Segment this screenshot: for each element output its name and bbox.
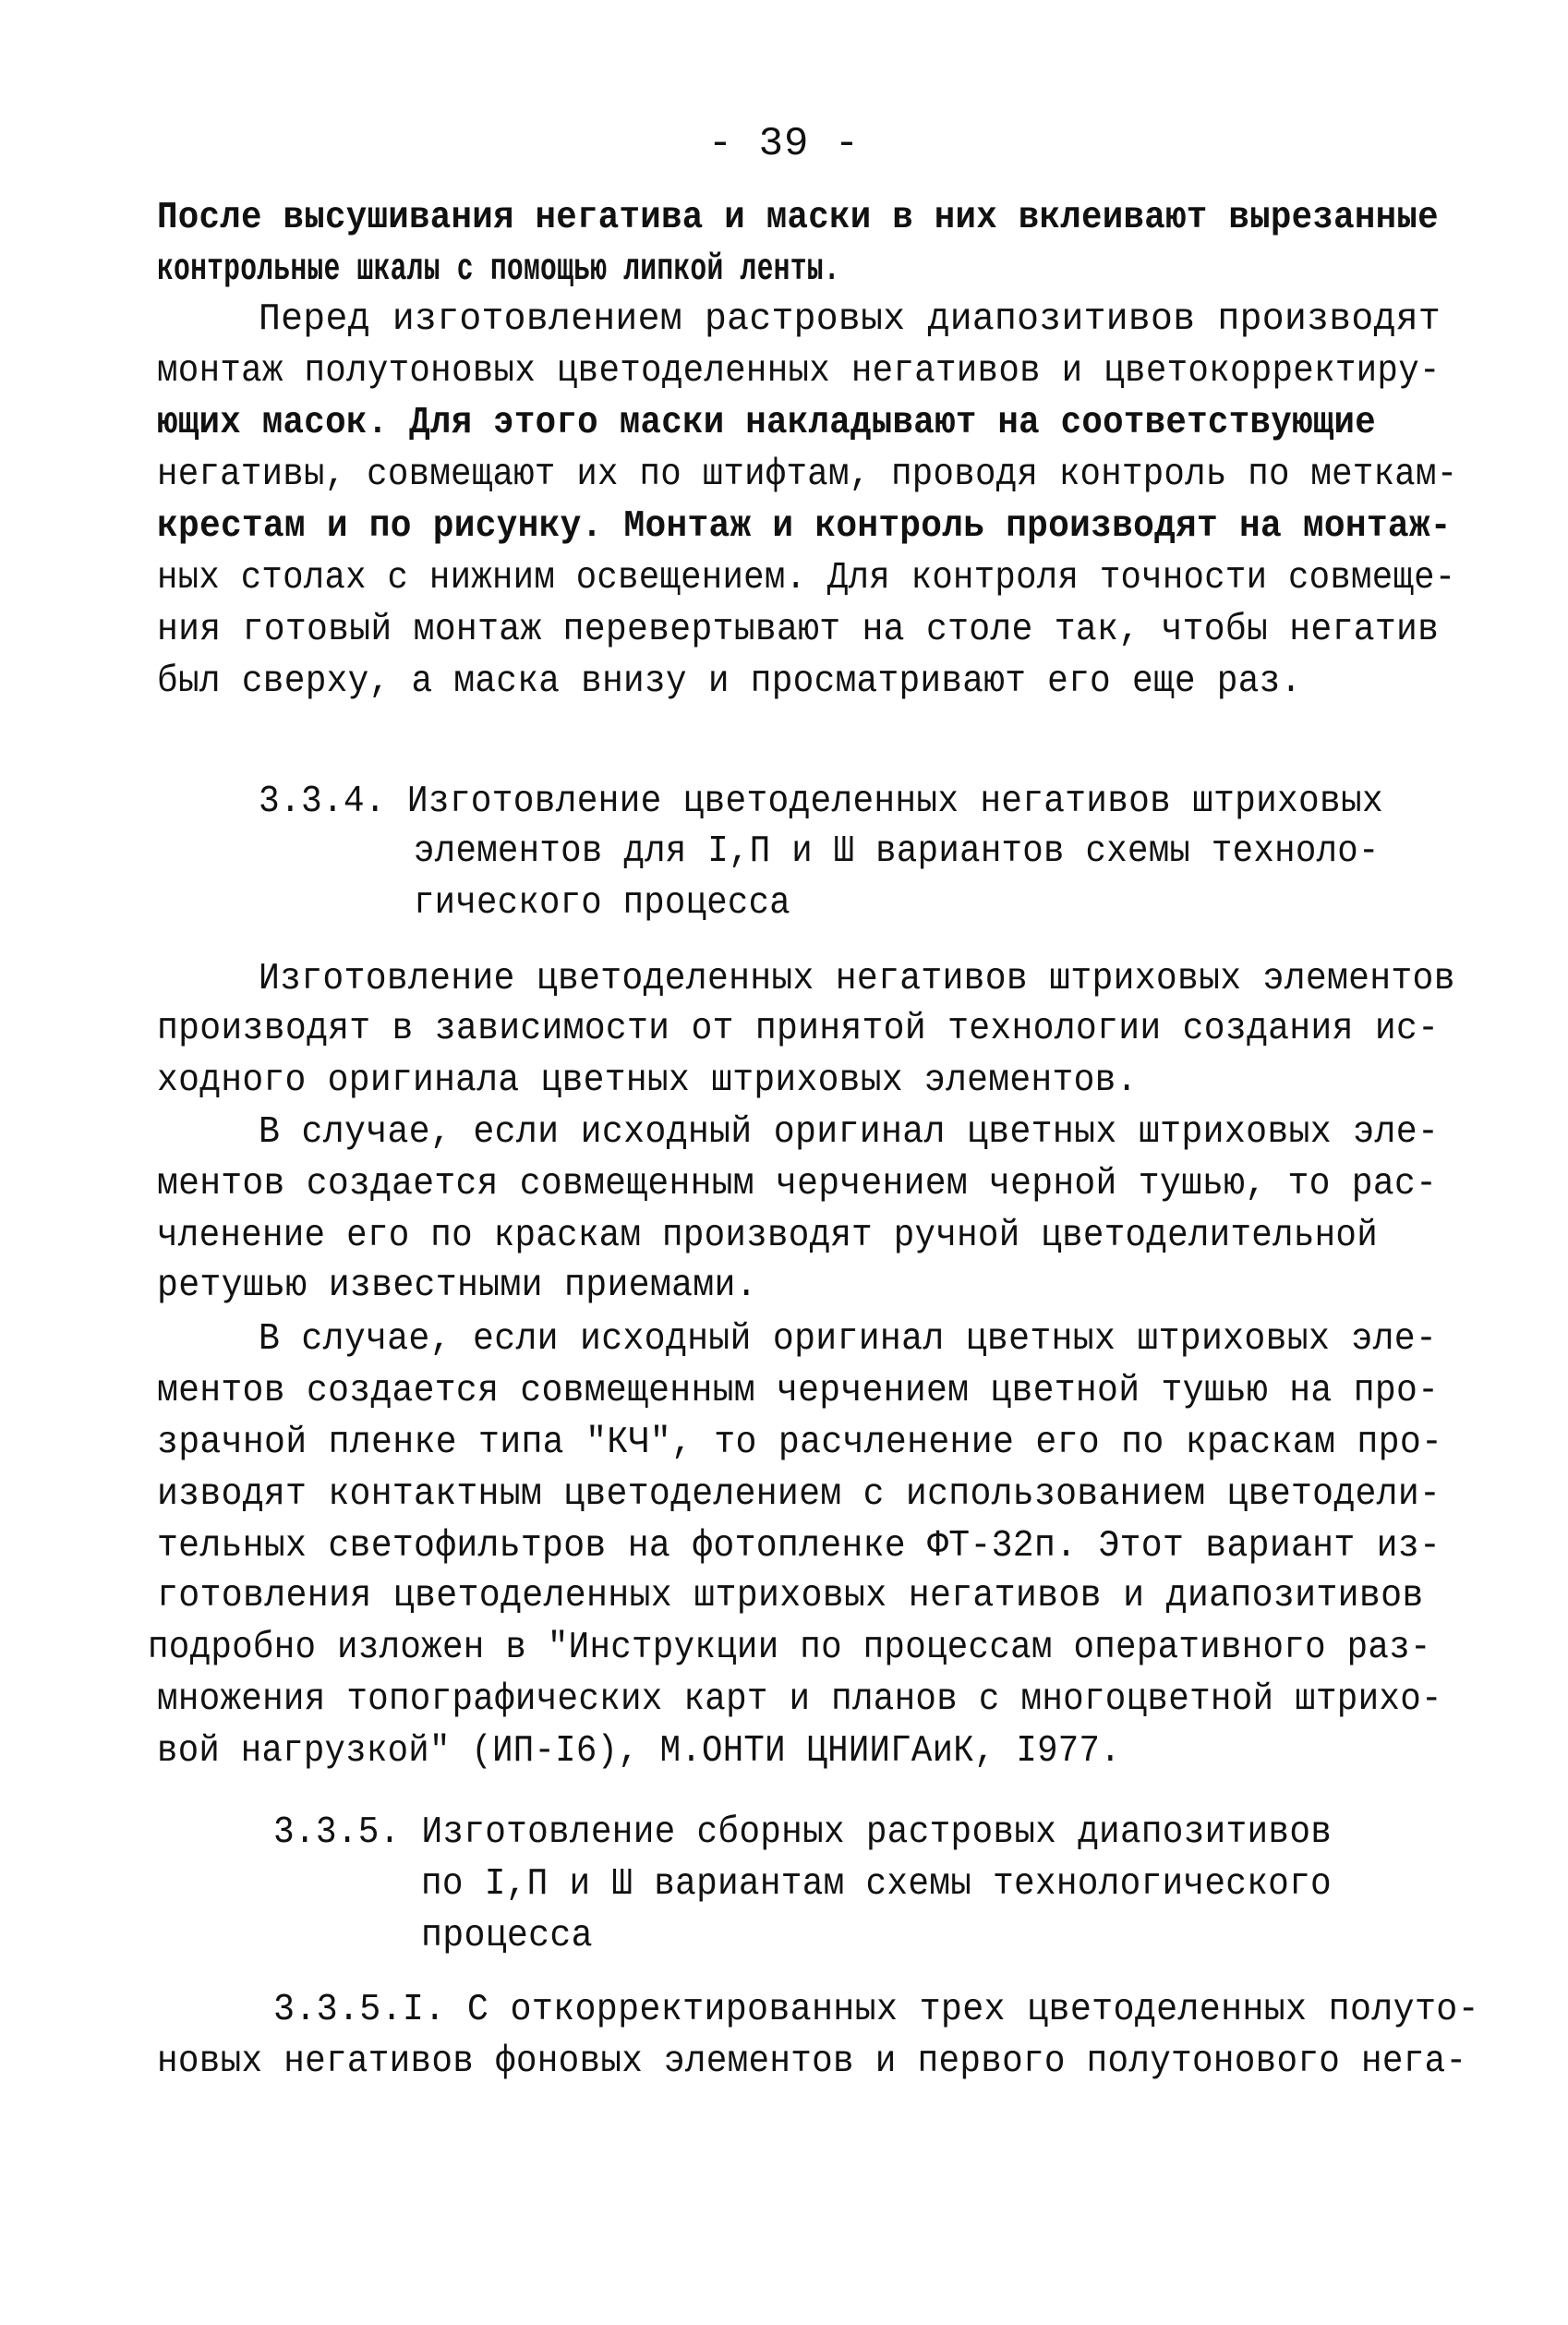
section-heading-line: гического процесса [414, 882, 790, 925]
section-heading-line: 3.3.5. Изготовление сборных растровых диапозитивов [273, 1811, 1333, 1854]
page-number: - 39 - [707, 121, 861, 167]
paragraph-line: подробно изложен в "Инструкции по процессам оперативного раз- [148, 1627, 1431, 1669]
paragraph-line: ретушью известными приемами. [157, 1265, 757, 1307]
paragraph-line: готовления цветоделенных штриховых негативов и диапозитивов [157, 1575, 1424, 1617]
paragraph-line: вой нагрузкой" (ИП-I6), М.ОНТИ ЦНИИГАиК, I977. [157, 1730, 1121, 1773]
paragraph-line: контрольные шкалы с помощью липкой ленты. [157, 248, 840, 291]
paragraph-line: В случае, если исходный оригинал цветных штриховых эле- [259, 1318, 1438, 1361]
paragraph-line: был сверху, а маска внизу и просматривают его еще раз. [157, 660, 1302, 703]
paragraph-line: новых негативов фоновых элементов и первого полутонового нега- [157, 2040, 1467, 2083]
paragraph-line: членение его по краскам производят ручной цветоделительной [157, 1215, 1379, 1257]
paragraph-line: негативы, совмещают их по штифтам, проводя контроль по меткам- [157, 454, 1458, 496]
paragraph-line: ходного оригинала цветных штриховых элементов. [157, 1060, 1138, 1102]
section-heading-line: по I,П и Ш вариантам схемы технологического [421, 1863, 1332, 1906]
paragraph-line: Перед изготовлением растровых диапозитивов производят [259, 298, 1441, 341]
paragraph-line: тельных светофильтров на фотопленке ФТ-32п. Этот вариант из- [157, 1525, 1441, 1568]
section-heading-line: процесса [421, 1915, 593, 1957]
paragraph-line: После высушивания негатива и маски в них вклеивают вырезанные [157, 197, 1439, 239]
paragraph-line: ющих масок. Для этого маски накладывают на соответствующие [157, 402, 1377, 444]
paragraph-line: производят в зависимости от принятой технологии создания ис- [157, 1008, 1440, 1050]
paragraph-line: ментов создается совмещенным черчением цветной тушью на про- [157, 1370, 1440, 1412]
paragraph-line: монтаж полутоновых цветоделенных негативов и цветокорректиру- [157, 350, 1441, 393]
paragraph-line: Изготовление цветоделенных негативов штриховых элементов [259, 958, 1455, 1000]
paragraph-line: 3.3.5.I. С откорректированных трех цветоделенных полуто- [273, 1989, 1479, 2031]
section-heading-line: 3.3.4. Изготовление цветоделенных негативов штриховых [259, 781, 1383, 823]
paragraph-line: множения топографических карт и планов с многоцветной штрихо- [157, 1678, 1442, 1721]
paragraph-line: ных столах с нижним освещением. Для контроля точности совмеще- [157, 557, 1456, 599]
paragraph-line: изводят контактным цветоделением с использованием цветодели- [157, 1473, 1441, 1516]
paragraph-line: В случае, если исходный оригинал цветных штриховых эле- [259, 1111, 1440, 1154]
paragraph-line: зрачной пленке типа "КЧ", то расчленение его по краскам про- [157, 1422, 1443, 1464]
section-heading-line: элементов для I,П и Ш вариантов схемы техноло- [414, 830, 1380, 873]
paragraph-line: ния готовый монтаж перевертывают на столе так, чтобы негатив [157, 609, 1440, 651]
paragraph-line: крестам и по рисунку. Монтаж и контроль производят на монтаж- [157, 505, 1452, 548]
paragraph-line: ментов создается совмещенным черчением черной тушью, то рас- [157, 1163, 1438, 1205]
